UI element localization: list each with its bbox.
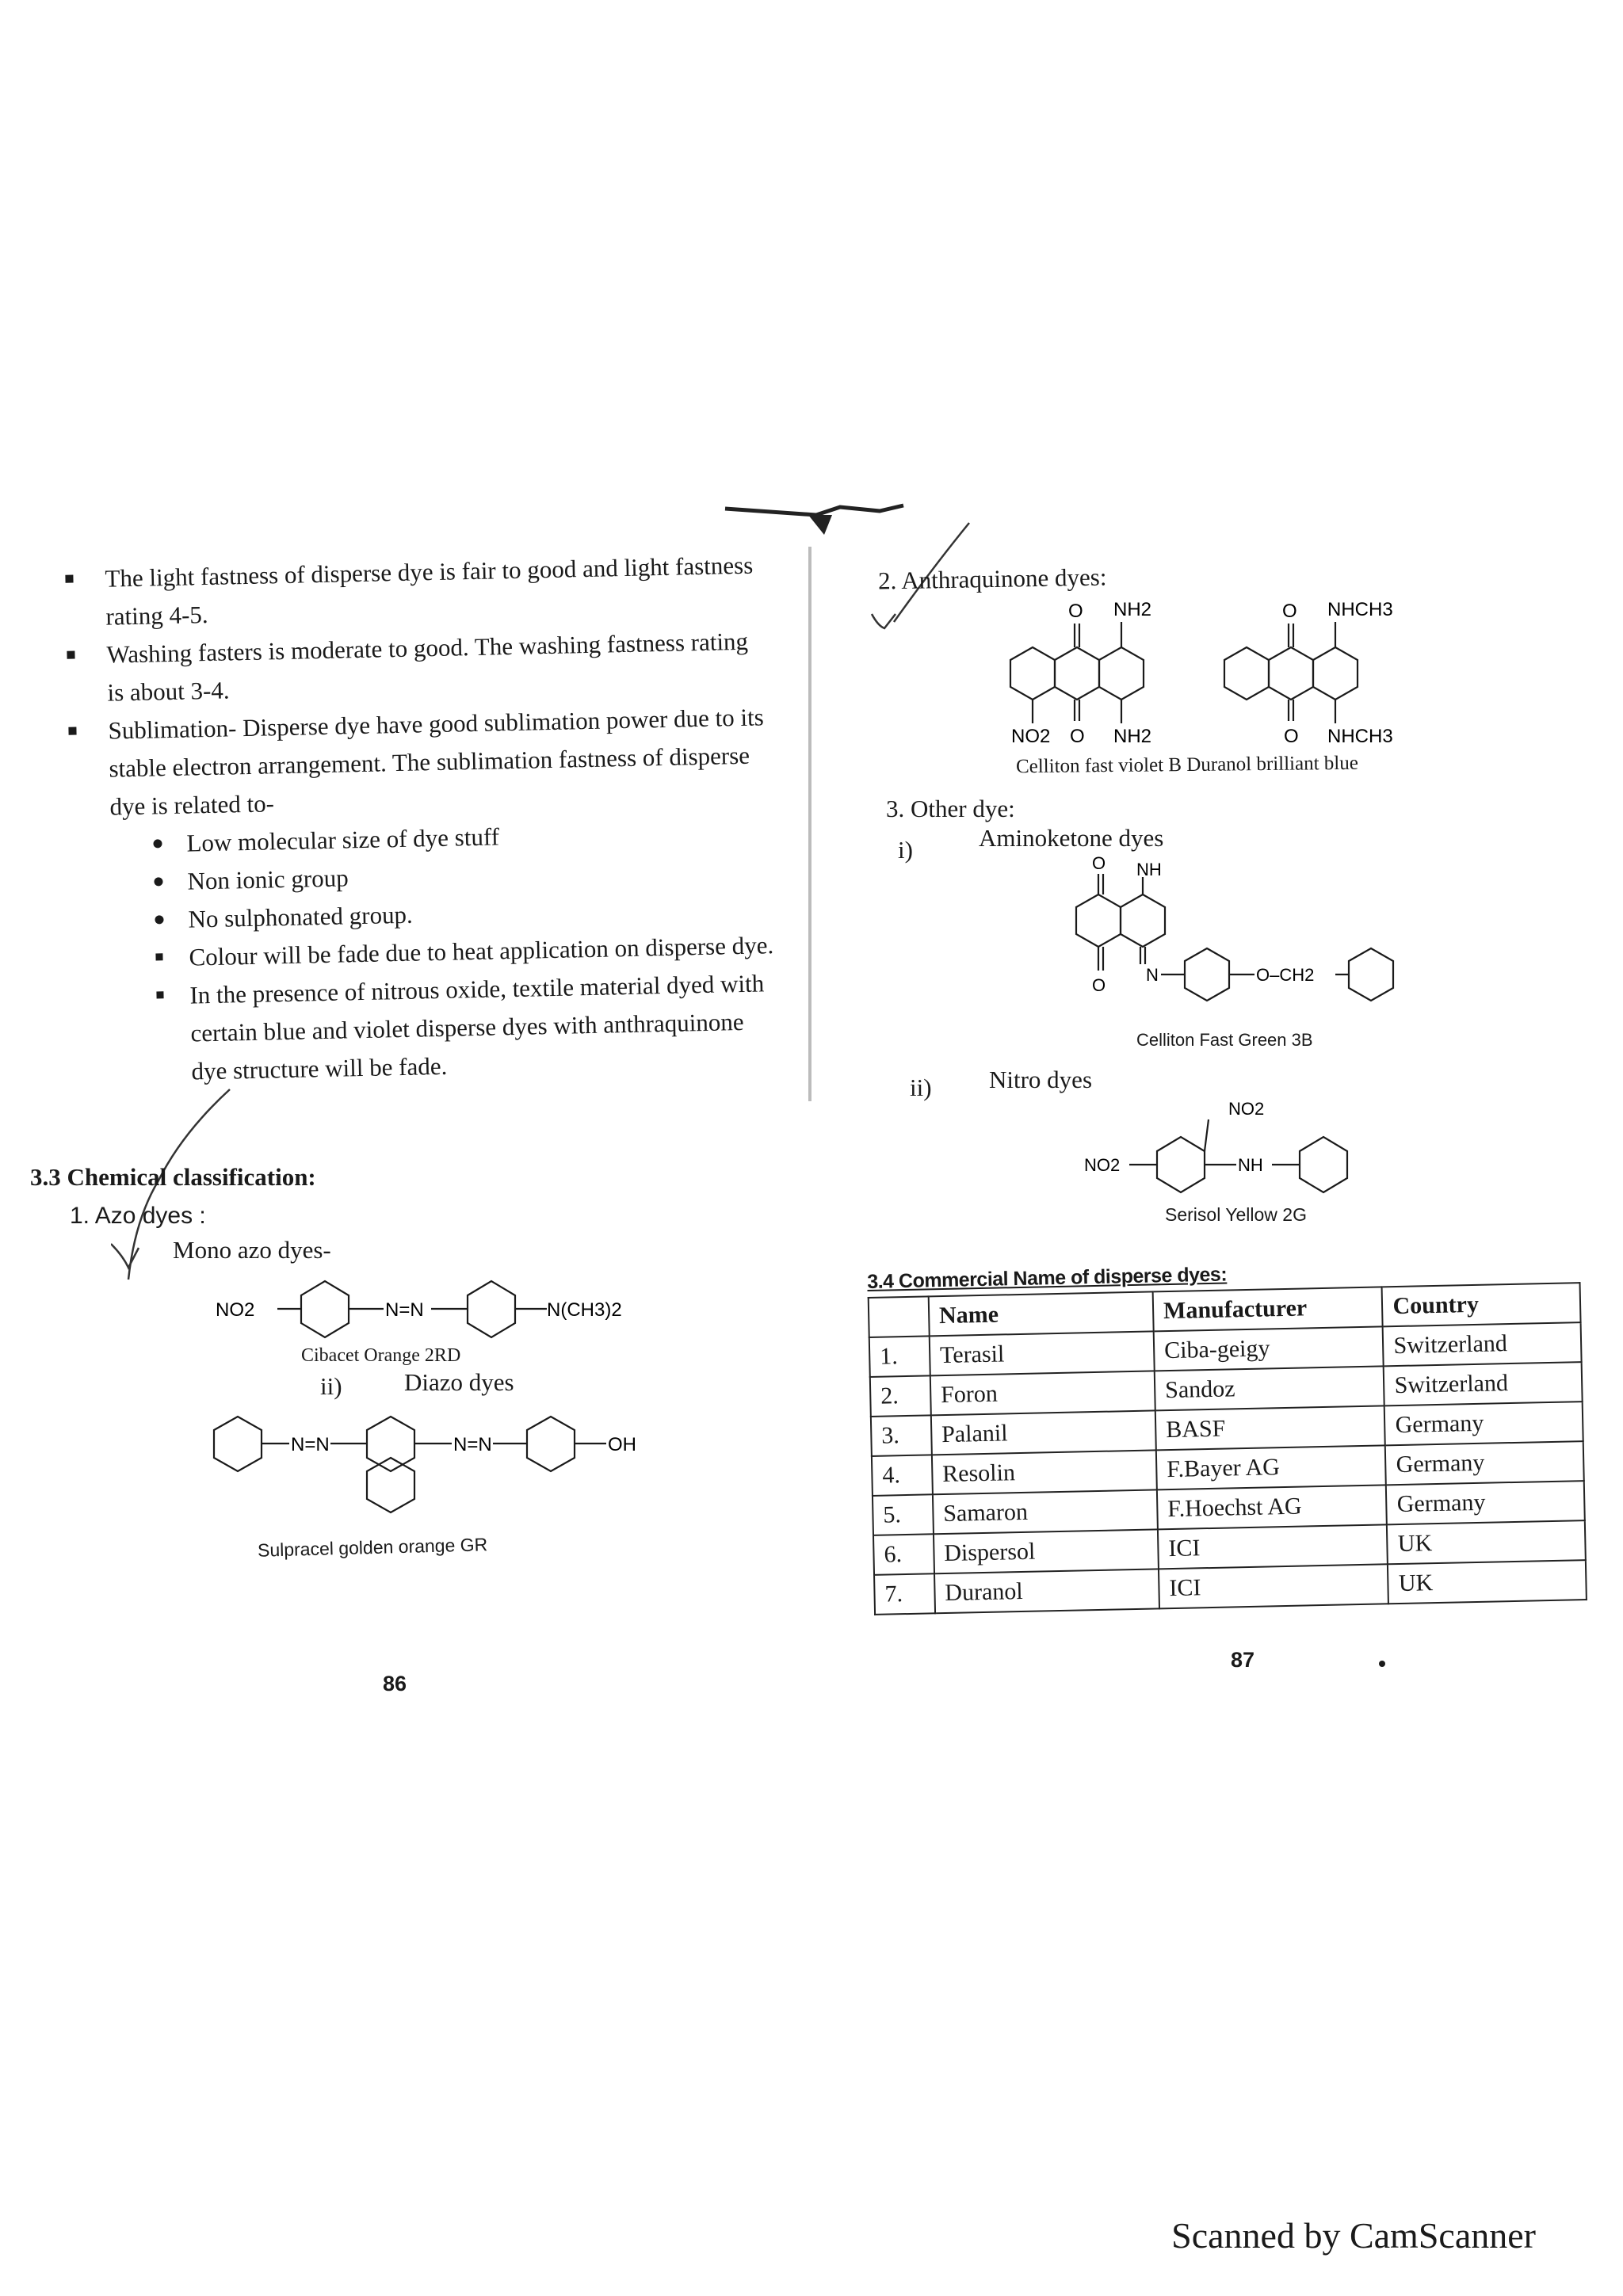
table-cell: Germany xyxy=(1384,1402,1583,1445)
table-cell: Dispersol xyxy=(934,1529,1159,1573)
methyleneoxy-label: O–CH2 xyxy=(1256,965,1315,985)
sub-bullet-dot xyxy=(155,915,163,924)
diazo-label: Diazo dyes xyxy=(404,1368,514,1396)
bullet-marker xyxy=(65,575,73,583)
oxygen-label: O xyxy=(1070,726,1085,747)
sub-bullet-dot xyxy=(153,839,162,848)
page-gutter xyxy=(808,547,812,1101)
table-cell: BASF xyxy=(1155,1405,1385,1450)
table-cell: ICI xyxy=(1158,1524,1388,1569)
table-cell: Foron xyxy=(930,1371,1155,1415)
bullet-marker xyxy=(68,727,76,734)
table-cell: 1. xyxy=(869,1336,930,1377)
anthraquinone-caption: Celliton fast violet B Duranol brilliant blue xyxy=(1015,752,1358,778)
bullet-sublimation: Sublimation- Disperse dye have good sublimation power due to its stable electron arrangement. The sublimation fastness of disperse dye is related to- xyxy=(59,698,774,827)
table-cell: 5. xyxy=(873,1494,934,1535)
celliton-violet-b-structure xyxy=(983,590,1189,749)
table-cell: Duranol xyxy=(934,1569,1159,1613)
no2-group-label: NO2 xyxy=(1228,1099,1265,1119)
duranol-brilliant-blue-structure xyxy=(1197,590,1426,749)
amino-label: NH2 xyxy=(1113,599,1152,620)
no2-group-label: NO2 xyxy=(1084,1155,1121,1175)
table-cell: 2. xyxy=(870,1375,931,1417)
aminoketone-label: Aminoketone dyes xyxy=(979,824,1164,852)
azo-dyes-heading: 1. Azo dyes : xyxy=(70,1203,206,1229)
azo-bond-label: N=N xyxy=(291,1434,330,1455)
table-cell: Palanil xyxy=(931,1410,1156,1455)
page-number-right: 87 xyxy=(1231,1648,1255,1672)
other-dye-heading: 3. Other dye: xyxy=(886,795,1015,822)
sub-item: In the presence of nitrous oxide, textile material dyed with certain blue and violet disperse dyes with anthraquinone dye structure will be fade. xyxy=(150,964,780,1092)
sub-item: No sulphonated group. xyxy=(148,888,777,940)
sub-bullet-dot xyxy=(154,877,162,886)
header-cell: Name xyxy=(929,1291,1154,1336)
aminoketone-numeral: i) xyxy=(898,836,913,864)
sub-bullet-square xyxy=(155,953,162,960)
amino-label: NH2 xyxy=(1113,726,1152,747)
oxygen-label: O xyxy=(1068,601,1083,622)
table-cell: Terasil xyxy=(930,1331,1155,1375)
table-cell: Samaron xyxy=(933,1489,1158,1534)
cibacet-caption: Cibacet Orange 2RD xyxy=(301,1345,461,1366)
bullet-light-fastness: The light fastness of disperse dye is fair to good and light fastness rating 4-5. xyxy=(55,546,770,637)
header-cell xyxy=(869,1296,930,1337)
sublimation-sub-list xyxy=(147,812,780,1092)
serisol-yellow-structure xyxy=(1082,1089,1415,1208)
oxygen-label: O xyxy=(1284,726,1299,747)
azo-bond-label: N=N xyxy=(385,1299,424,1321)
dimethylamino-label: N(CH3)2 xyxy=(547,1299,622,1321)
hydroxyl-label: OH xyxy=(608,1434,636,1455)
azo-bond-label: N=N xyxy=(453,1434,492,1455)
table-cell: Switzerland xyxy=(1383,1322,1582,1366)
amine-label: NH xyxy=(1238,1155,1263,1175)
sub-item: Colour will be fade due to heat application on disperse dye. xyxy=(149,926,777,978)
section-heading-chemical-classification: 3.3 Chemical classification: xyxy=(30,1163,316,1191)
ink-speck xyxy=(1379,1661,1385,1667)
table-cell: Resolin xyxy=(932,1450,1157,1494)
page-number-left: 86 xyxy=(383,1672,407,1695)
oxygen-label: O xyxy=(1092,975,1106,995)
methylamino-label: NHCH3 xyxy=(1327,726,1393,747)
table-cell: Switzerland xyxy=(1384,1362,1583,1405)
sulpracel-structure xyxy=(202,1402,678,1529)
celliton-fast-green-structure xyxy=(1054,852,1434,1010)
table-title: 3.4 Commercial Name of disperse dyes: xyxy=(867,1263,1228,1293)
table-cell: UK xyxy=(1388,1560,1587,1604)
cibacet-orange-structure xyxy=(208,1264,667,1359)
oxygen-label: O xyxy=(1282,601,1297,622)
table-cell: Sandoz xyxy=(1155,1366,1384,1410)
table-cell: UK xyxy=(1387,1520,1586,1564)
table-cell: Germany xyxy=(1386,1481,1585,1524)
serisol-caption: Serisol Yellow 2G xyxy=(1165,1204,1307,1225)
table-cell: 6. xyxy=(873,1534,934,1575)
methylamino-label: NHCH3 xyxy=(1327,599,1393,620)
header-cell: Country xyxy=(1382,1283,1581,1326)
table-cell: Ciba-geigy xyxy=(1154,1326,1384,1371)
table-cell: 3. xyxy=(871,1415,932,1456)
sub-item: Low molecular size of dye stuff xyxy=(147,812,775,864)
no2-group-label: NO2 xyxy=(216,1299,255,1321)
nitrogen-label: N xyxy=(1146,965,1159,985)
bullet-marker xyxy=(67,651,74,659)
nitro-numeral: ii) xyxy=(910,1074,932,1101)
commercial-names-section xyxy=(867,1256,1587,1615)
header-cell: Manufacturer xyxy=(1153,1287,1383,1331)
sub-bullet-square xyxy=(156,991,163,998)
sulpracel-caption: Sulpracel golden orange GR xyxy=(257,1534,488,1561)
oxygen-label: O xyxy=(1092,853,1106,873)
table-cell: F.Hoechst AG xyxy=(1157,1485,1387,1529)
fastness-bullet-list xyxy=(55,546,780,1093)
table-cell: ICI xyxy=(1159,1564,1388,1608)
mono-azo-label: Mono azo dyes- xyxy=(173,1236,331,1264)
bullet-washing-fastness: Washing fasters is moderate to good. The washing fastness rating is about 3-4. xyxy=(57,622,772,713)
sub-item: Non ionic group xyxy=(147,850,776,902)
imine-label: NH xyxy=(1136,860,1162,879)
celliton-green-caption: Celliton Fast Green 3B xyxy=(1136,1030,1313,1050)
table-cell: 4. xyxy=(872,1455,933,1496)
nitro-label: Nitro dyes xyxy=(989,1066,1093,1093)
diazo-numeral: ii) xyxy=(320,1372,342,1400)
no2-group-label: NO2 xyxy=(1011,726,1051,747)
table-cell: 7. xyxy=(874,1573,935,1615)
table-cell: F.Bayer AG xyxy=(1156,1445,1386,1489)
scanner-watermark: Scanned by CamScanner xyxy=(1171,2215,1536,2256)
table-cell: Germany xyxy=(1385,1441,1584,1485)
anthraquinone-heading: 2. Anthraquinone dyes: xyxy=(877,563,1107,595)
commercial-names-table xyxy=(868,1282,1587,1615)
